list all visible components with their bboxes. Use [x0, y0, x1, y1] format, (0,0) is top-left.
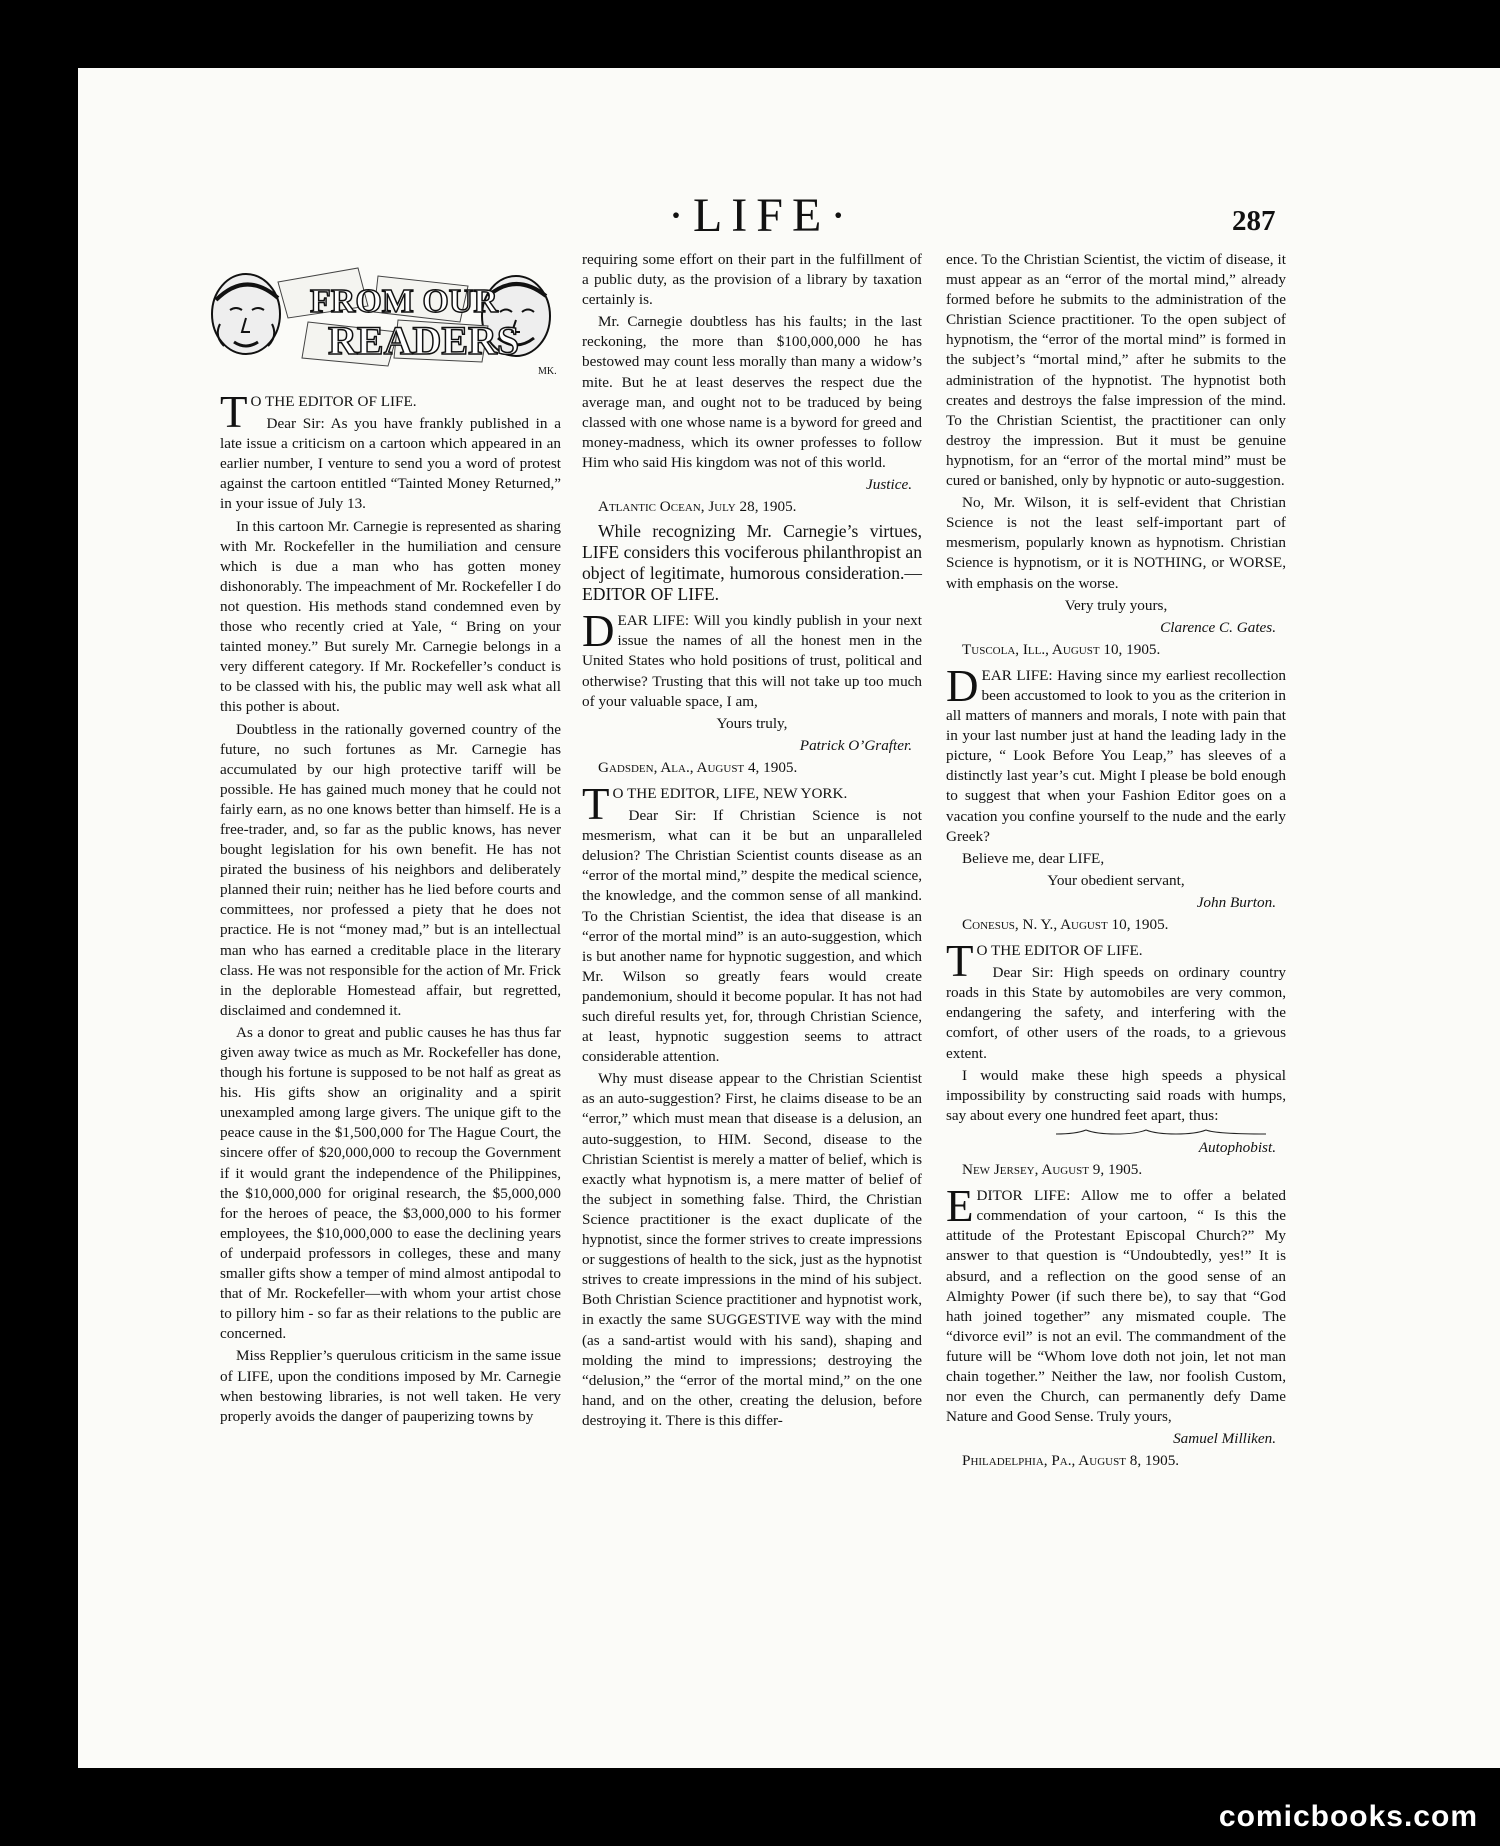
letter-1-paragraph-3: Doubtless in the rationally governed country of the future, no such fortunes as Mr. Carnegie has accumulated by our high protective tariff will be possible. He has gained much money that he could not fairly earn, as no one knows better than himself. He is a free-trader, and, so far as the public knows, has never bought legislation for his own benefit. He has not pirated the business of his neighbors and deliberately planned their ruin; neither has he lied before courts and committees, nor professed a piety that he does not practice. He is not “money mad,” but is an intellectual man who has earned a creditable place in the literary class. He was not responsible for the action of Mr. Frick in the deplorable Homestead affair, but regretted, disclaimed and condemned it.	[220, 720, 561, 1019]
page-number: 287	[1232, 205, 1276, 237]
letter-3-paragraph-2: Why must disease appear to the Christian Scientist as an auto-suggestion? First, he claims disease to be an “error,” which must mean that disease is a delusion, an auto-suggestion, to HIM. Second, disease to the Christian Scientist is merely a matter of belief, which is exactly what hypnotism is, a mere matter of belief of the subject in something false. Third, the Christian Science practitioner is the exact duplicate of the hypnotist, since the former strives to create impressions or suggestions of health to the sick, just as the hypnotist strives to create impressions in the mind of his subject. Both Christian Science practitioner and hypnotist work, in exactly the same SUGGESTIVE way with the mind (as a sand-artist would with his sand), shaping and molding the mind to impressions; destroying the “delusion,” the “error of the mortal mind,” on the one hand, and on the other, creating the delusion, before destroying it. There is this differ-	[582, 1070, 922, 1429]
letter-5-salutation: TO THE EDITOR OF LIFE.	[946, 936, 1143, 987]
letter-4-place: Conesus, N. Y., August 10, 1905.	[962, 916, 1169, 933]
letter-4	[946, 660, 1286, 935]
letter-1-paragraph-5-continued: requiring some effort on their part in the fulfillment of a public duty, as the provision of a library by taxation certainly is.	[582, 251, 922, 309]
left-face-illustration	[212, 274, 280, 354]
letter-1-paragraph-2: In this cartoon Mr. Carnegie is represented as sharing with Mr. Rockefeller in the humiliation and censure which is due a man who has gotten money dishonorably. The impeachment of Mr. Rockefeller I do not question. His methods stand condemned even by those who recently cried at Yale, “ Bring on your tainted money.” But surely Mr. Carnegie belongs in a very different category. If Mr. Rockefeller’s conduct is to be classed with his, the public may well ask what all this pother is about.	[220, 517, 561, 716]
letter-3-paragraph-3: No, Mr. Wilson, it is self-evident that Christian Science is not the least self-important part of mesmerism, popularly known as hypnotism. Christian Science is hypnotism, or it is NOTHING, or WORSE, with emphasis on the worse.	[946, 494, 1286, 592]
letter-6-place: Philadelphia, Pa., August 8, 1905.	[962, 1452, 1180, 1470]
letter-4-signature: John Burton.	[1196, 893, 1276, 911]
letter-4-close-1: Believe me, dear LIFE,	[962, 849, 1105, 867]
artist-initials: MK.	[538, 366, 557, 377]
letter-5	[946, 936, 1286, 1180]
letter-4-body: DEAR LIFE: Having since my earliest recollection been accustomed to look to you as the criterion in all matters of manners and morals, I note with pain that in your last number just at hand the leading lady in the picture, “ Look Before You Leap,” has sleeves of a distinctly last year’s cut. Might I please be bold enough to suggest that when your Fashion Editor goes on a vacation you confine yourself to the nude and the early Greek?	[946, 660, 1286, 845]
letter-2-signature: Patrick O’Grafter.	[799, 736, 912, 754]
masthead-line1: FROM OUR	[310, 283, 498, 320]
editor-note: While recognizing Mr. Carnegie’s virtues, LIFE considers this vociferous philanthropist an object of legitimate, humorous consideration.—EDITOR OF LIFE.	[582, 521, 922, 605]
letter-6-body: EDITOR LIFE: Allow me to offer a belated commendation of your cartoon, “ Is this the attitude of the Protestant Episcopal Church?” My answer to that question is “Undoubtedly, yes!” It is absurd, and a reflection on the good sense of an Almighty Power (if such there be), to say that “God hath joined together” any mismated couple. The “divorce evil” is not an evil. The commandment of the future will be “Whom love doth not join, let not man chain together.” Neither the law, nor foolish Custom, nor even the Church, can permanently defy Dame Nature and Good Sense. Truly yours,	[946, 1181, 1286, 1426]
letter-5-signature: Autophobist.	[1198, 1138, 1276, 1156]
letter-6-signature: Samuel Milliken.	[1173, 1430, 1276, 1448]
letter-1-paragraph-1: Dear Sir: As you have frankly published in a late issue a criticism on a cartoon which appeared in an earlier number, I venture to send you a word of protest against the cartoon entitled “Tainted Money Returned,” in your issue of July 13.	[220, 415, 561, 513]
letter-2-place: Gadsden, Ala., August 4, 1905.	[598, 758, 798, 776]
column-3	[946, 250, 1286, 1473]
letter-1-salutation: TO THE EDITOR OF LIFE.	[220, 387, 417, 437]
magazine-title: ·LIFE·	[668, 189, 856, 242]
letter-3-signature: Clarence C. Gates.	[1160, 618, 1276, 636]
letter-3-close: Very truly yours,	[1064, 596, 1168, 614]
from-our-readers-masthead	[198, 262, 560, 378]
letter-2	[582, 606, 922, 778]
letter-3-place: Tuscola, Ill., August 10, 1905.	[962, 640, 1161, 658]
letter-2-close: Yours truly,	[716, 714, 788, 732]
letter-5-paragraph-1: Dear Sir: High speeds on ordinary country roads in this State by automobiles are very common, endangering the safety, and interfering with the comfort, of other users of the roads, to a grievous extent.	[946, 964, 1286, 1062]
letter-3	[582, 778, 922, 1431]
letter-4-close-2: Your obedient servant,	[1047, 871, 1185, 889]
letter-1	[220, 387, 561, 1427]
letter-3-salutation: TO THE EDITOR, LIFE, NEW YORK.	[582, 778, 848, 829]
road-humps-drawing	[1056, 1128, 1266, 1136]
letter-1-paragraph-6: Mr. Carnegie doubtless has his faults; in the last reckoning, the more than $100,000,000 he has bestowed may count less morally than many a widow’s mite. But he at least deserves the respect due the average man, and ought not to be traduced by being classed with one whose name is a byword for greed and money-madness, which its owner professes to follow Him who said His kingdom was not of this world.	[582, 313, 922, 471]
letter-1-paragraph-4: As a donor to great and public causes he has thus far given away twice as much as Mr. Rockefeller has done, though his fortune is supposed to be not half as great as his. His gifts show an originality and a spirit unexampled among large givers. The unique gift to the peace cause in the $1,500,000 for The Hague Court, the sincere offer of $20,000,000 to recoup the Government if it would grant the independence of the Philippines, the $10,000,000 for original research, the $5,000,000 for the heroes of peace, the $3,000,000 to his former employees, the $10,000,000 to ease the declining years of underpaid professors in colleges, these and many smaller gifts show a temper of mind almost antipodal to that of Mr. Rockefeller—with whom your artist chose to pillory him - so far as their relations to the public are concerned.	[220, 1023, 561, 1343]
letter-5-paragraph-2: I would make these high speeds a physical impossibility by constructing said roads with humps, say about every one hundred feet apart, thus:	[946, 1066, 1286, 1124]
letter-6	[946, 1181, 1286, 1471]
letter-5-place: New Jersey, August 9, 1905.	[962, 1161, 1143, 1179]
column-2	[582, 250, 922, 1433]
letter-1-place: Atlantic Ocean, July 28, 1905.	[598, 498, 797, 516]
masthead-line2: READERS	[328, 318, 520, 363]
letter-2-body: DEAR LIFE: Will you kindly publish in your next issue the names of all the honest men in the United States who hold positions of trust, political and otherwise? Trusting that this will not take up too much of your valuable space, I am,	[582, 606, 922, 710]
letter-3-paragraph-2-continued: ence. To the Christian Scientist, the victim of disease, it must appear as an “error of the mortal mind,” already formed before he submits to the administration of the Christian Science practitioner. To the open subject of hypnotism, the “error of the mortal mind” is formed in the subject’s “mortal mind,” after he submits to the administration of the hypnotist. The hypnotist both creates and destroys the false impression of the mind. To the Christian Scientist, the practitioner can only destroy the impression. But it must be genuine hypnotism, for an “error of the mortal mind” must be cured or banished, only by hypnotic or auto-suggestion.	[946, 251, 1286, 490]
column-1	[220, 386, 561, 1429]
letter-3-paragraph-1: Dear Sir: If Christian Science is not mesmerism, what can it be but an unparalleled delusion? The Christian Scientist counts disease as an “error of the mortal mind,” despite the medical science, the knowledge, and the common sense of all mankind. To the Christian Scientist, the idea that disease is an “error of the mortal mind” is an auto-suggestion, which is but another name for hypnotic suggestion, and which Mr. Wilson so greatly fears would create pandemonium, should it become popular. It has not had such direful results yet, for, through Christian Science, at least, hypnotic suggestion seems to attract considerable attention.	[582, 807, 922, 1066]
site-watermark: comicbooks.com	[1218, 1800, 1478, 1833]
letter-1-signature: Justice.	[866, 476, 912, 494]
letter-1-paragraph-5: Miss Repplier’s querulous criticism in the same issue of LIFE, upon the conditions imposed by Mr. Carnegie when bestowing libraries, is not well taken. He very properly avoids the danger of pauperizing towns by	[220, 1347, 561, 1425]
